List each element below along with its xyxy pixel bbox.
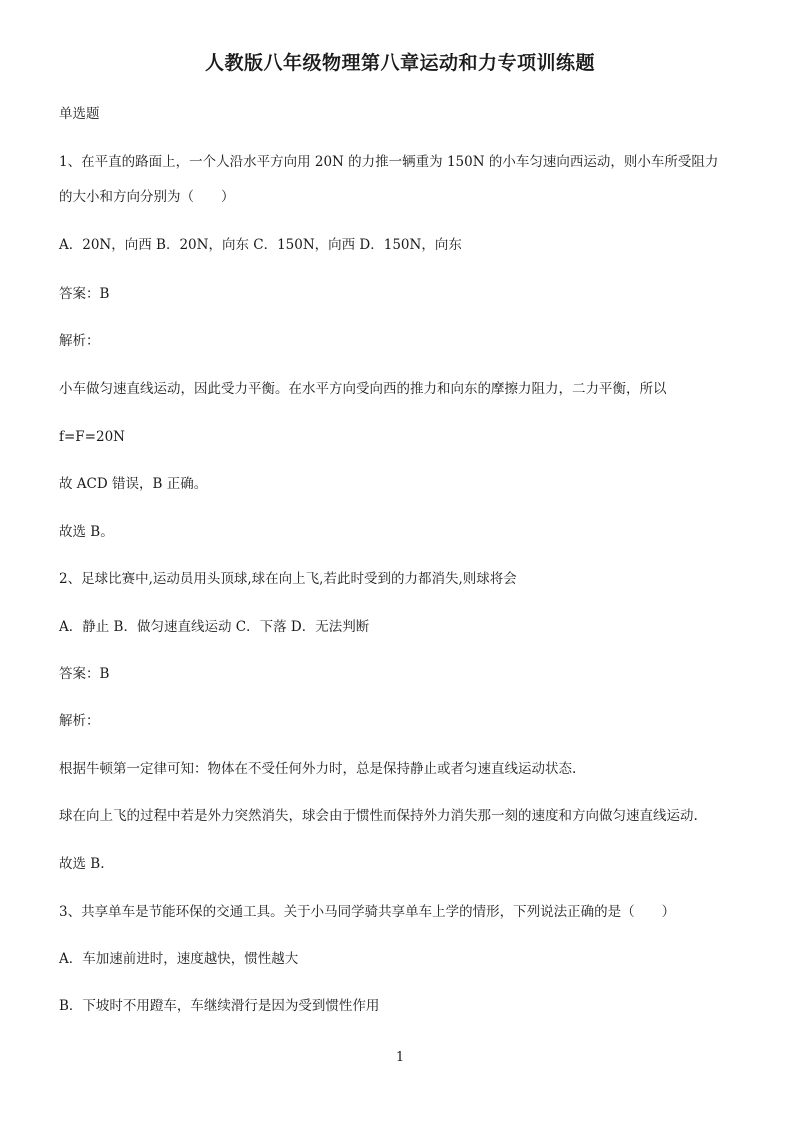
question-2-options: A．静止 B．做匀速直线运动 C．下落 D．无法判断 (59, 619, 370, 635)
question-2-analysis-line: 根据牛顿第一定律可知：物体在不受任何外力时，总是保持静止或者匀速直线运动状态. (59, 761, 577, 777)
question-1-analysis-line: f=F=20N (59, 429, 125, 445)
question-1-analysis-label: 解析： (59, 333, 100, 349)
question-1-options: A．20N，向西 B．20N，向东 C．150N，向西 D．150N，向东 (59, 237, 462, 253)
question-3-option-a: A．车加速前进时，速度越快，惯性越大 (59, 951, 299, 967)
page-number: 1 (395, 1050, 405, 1065)
question-1-analysis-line: 故 ACD 错误，B 正确。 (59, 476, 208, 492)
question-2-analysis-label: 解析： (59, 713, 100, 729)
question-1-analysis-line: 故选 B。 (59, 524, 114, 540)
question-3-stem: 3、共享单车是节能环保的交通工具。关于小马同学骑共享单车上学的情形，下列说法正确的是（ ） (59, 904, 676, 920)
question-2-analysis-line: 球在向上飞的过程中若是外力突然消失，球会由于惯性而保持外力消失那一刻的速度和方向做匀速直线运动. (59, 808, 698, 824)
page-title: 人教版八年级物理第八章运动和力专项训练题 (204, 52, 595, 74)
question-1-stem-line-1: 1、在平直的路面上，一个人沿水平方向用 20N 的力推一辆重为 150N 的小车匀速向西运动，则小车所受阻力 (59, 154, 719, 170)
section-heading: 单选题 (59, 106, 100, 122)
question-2-stem: 2、足球比赛中,运动员用头顶球,球在向上飞,若此时受到的力都消失,则球将会 (59, 571, 517, 587)
question-1-stem-line-2: 的大小和方向分别为（ ） (59, 189, 235, 205)
question-2-analysis-line: 故选 B. (59, 856, 105, 872)
question-3-option-b: B．下坡时不用蹬车，车继续滑行是因为受到惯性作用 (59, 998, 380, 1014)
question-2-answer: 答案：B (59, 666, 110, 682)
question-1-answer: 答案：B (59, 286, 110, 302)
question-1-analysis-line: 小车做匀速直线运动，因此受力平衡。在水平方向受向西的推力和向东的摩擦力阻力，二力平衡，所以 (59, 381, 667, 397)
